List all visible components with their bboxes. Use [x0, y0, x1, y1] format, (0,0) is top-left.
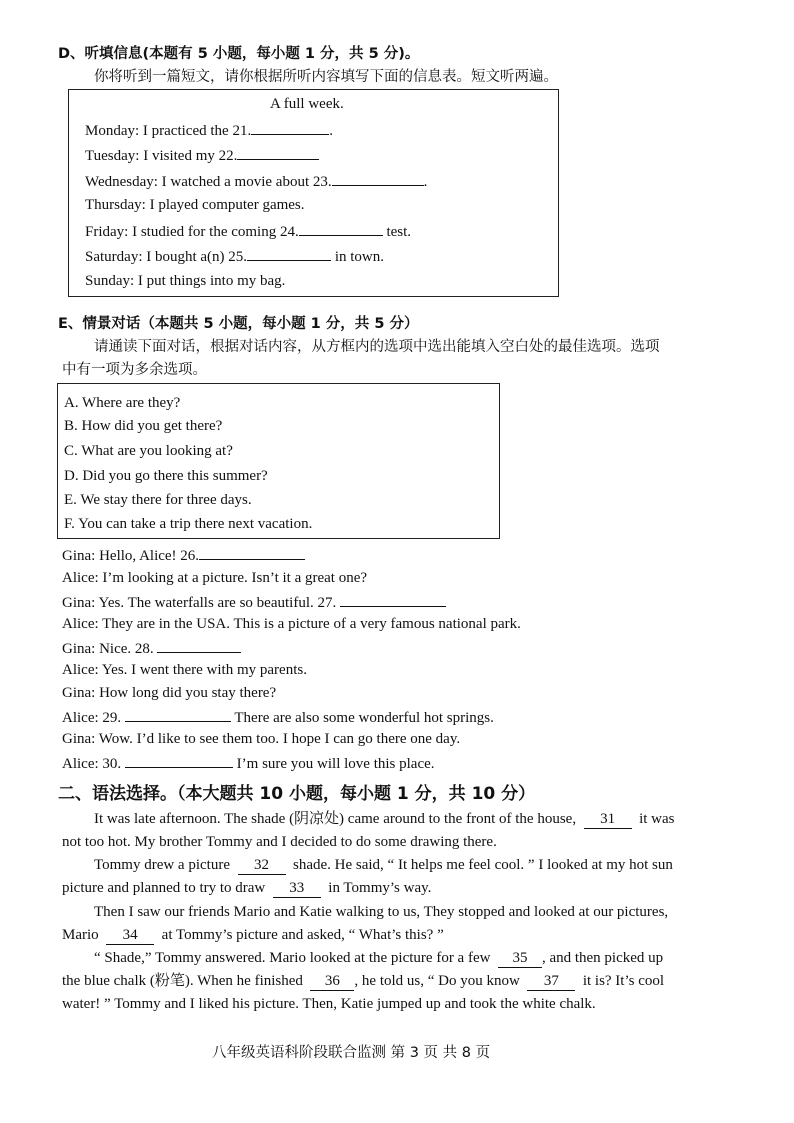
dialogue-line: Gina: How long did you stay there?	[62, 685, 277, 701]
passage-line: Then I saw our friends Mario and Katie walking to us, They stopped and looked at our pictures,	[94, 904, 669, 920]
passage-line: picture and planned to try to draw 33 in Tommy’s way.	[62, 880, 432, 896]
dialogue-line: Alice: They are in the USA. This is a picture of a very famous national park.	[62, 616, 521, 632]
info-row-friday: Friday: I studied for the coming 24. test.	[85, 220, 411, 242]
option-c: C. What are you looking at?	[64, 443, 233, 459]
dialogue-line: Gina: Nice. 28.	[62, 637, 241, 659]
section-e-title: E、情景对话（本题共 5 小题，每小题 1 分，共 5 分）	[58, 316, 419, 332]
info-row-saturday: Saturday: I bought a(n) 25. in town.	[85, 245, 384, 267]
dialogue-line: Alice: I’m looking at a picture. Isn’t it a great one?	[62, 570, 368, 586]
answer-blank-21[interactable]	[251, 119, 329, 135]
option-e: E. We stay there for three days.	[64, 492, 252, 508]
answer-blank-36[interactable]: 36	[310, 973, 354, 991]
answer-blank-32[interactable]: 32	[238, 857, 286, 875]
passage-line: water! ” Tommy and I liked his picture. Then, Katie jumped up and took the white chalk.	[62, 996, 596, 1012]
info-row-tuesday: Tuesday: I visited my 22.	[85, 144, 319, 166]
info-table-title: A full week.	[270, 96, 344, 112]
answer-blank-23[interactable]	[332, 170, 424, 186]
info-row-thursday: Thursday: I played computer games.	[85, 197, 305, 213]
passage-line: It was late afternoon. The shade (阴凉处) came around to the front of the house, 31 it was	[94, 811, 675, 827]
answer-blank-22[interactable]	[237, 144, 319, 160]
section-d-instruction: 你将听到一篇短文，请你根据所听内容填写下面的信息表。短文听两遍。	[94, 69, 558, 85]
dialogue-line: Gina: Hello, Alice! 26.	[62, 544, 305, 566]
answer-blank-26[interactable]	[199, 544, 305, 560]
passage-line: Mario 34 at Tommy’s picture and asked, “ What’s this? ”	[62, 927, 444, 943]
answer-blank-24[interactable]	[299, 220, 383, 236]
section-2-title: 二、语法选择。（本大题共 10 小题，每小题 1 分，共 10 分）	[58, 784, 536, 804]
passage-line: not too hot. My brother Tommy and I decided to do some drawing there.	[62, 834, 497, 850]
dialogue-line: Gina: Wow. I’d like to see them too. I hope I can go there one day.	[62, 731, 461, 747]
info-row-wednesday: Wednesday: I watched a movie about 23. .	[85, 170, 427, 192]
section-e-instruction-2: 中有一项为多余选项。	[62, 362, 207, 378]
option-a: A. Where are they?	[64, 395, 181, 411]
section-e-instruction-1: 请通读下面对话，根据对话内容，从方框内的选项中选出能填入空白处的最佳选项。选项	[94, 339, 660, 355]
answer-blank-27[interactable]	[340, 591, 446, 607]
option-f: F. You can take a trip there next vacation.	[64, 516, 313, 532]
info-row-sunday: Sunday: I put things into my bag.	[85, 273, 286, 289]
info-row-monday: Monday: I practiced the 21. .	[85, 119, 333, 141]
passage-line: Tommy drew a picture 32 shade. He said, “ It helps me feel cool. ” I looked at my hot sun	[94, 857, 673, 873]
answer-blank-29[interactable]	[125, 706, 231, 722]
passage-line: the blue chalk (粉笔). When he finished 36 , he told us, “ Do you know 37 it is? It’s cool	[62, 973, 665, 989]
answer-blank-28[interactable]	[157, 637, 241, 653]
answer-blank-35[interactable]: 35	[498, 950, 542, 968]
answer-blank-34[interactable]: 34	[106, 927, 154, 945]
dialogue-line: Alice: 30. I’m sure you will love this place.	[62, 752, 435, 774]
answer-blank-33[interactable]: 33	[273, 880, 321, 898]
answer-blank-37[interactable]: 37	[527, 973, 575, 991]
dialogue-line: Alice: Yes. I went there with my parents.	[62, 662, 307, 678]
answer-blank-25[interactable]	[247, 245, 331, 261]
dialogue-line: Alice: 29. There are also some wonderful hot springs.	[62, 706, 494, 728]
answer-blank-30[interactable]	[125, 752, 233, 768]
passage-line: “ Shade,” Tommy answered. Mario looked at the picture for a few 35 , and then picked up	[94, 950, 664, 966]
dialogue-line: Gina: Yes. The waterfalls are so beautiful. 27.	[62, 591, 446, 613]
option-d: D. Did you go there this summer?	[64, 468, 268, 484]
option-b: B. How did you get there?	[64, 418, 223, 434]
answer-blank-31[interactable]: 31	[584, 811, 632, 829]
section-d-title: D、听填信息(本题有 5 小题，每小题 1 分，共 5 分)。	[58, 46, 420, 62]
page-footer: 八年级英语科阶段联合监测 第 3 页 共 8 页	[212, 1045, 491, 1061]
